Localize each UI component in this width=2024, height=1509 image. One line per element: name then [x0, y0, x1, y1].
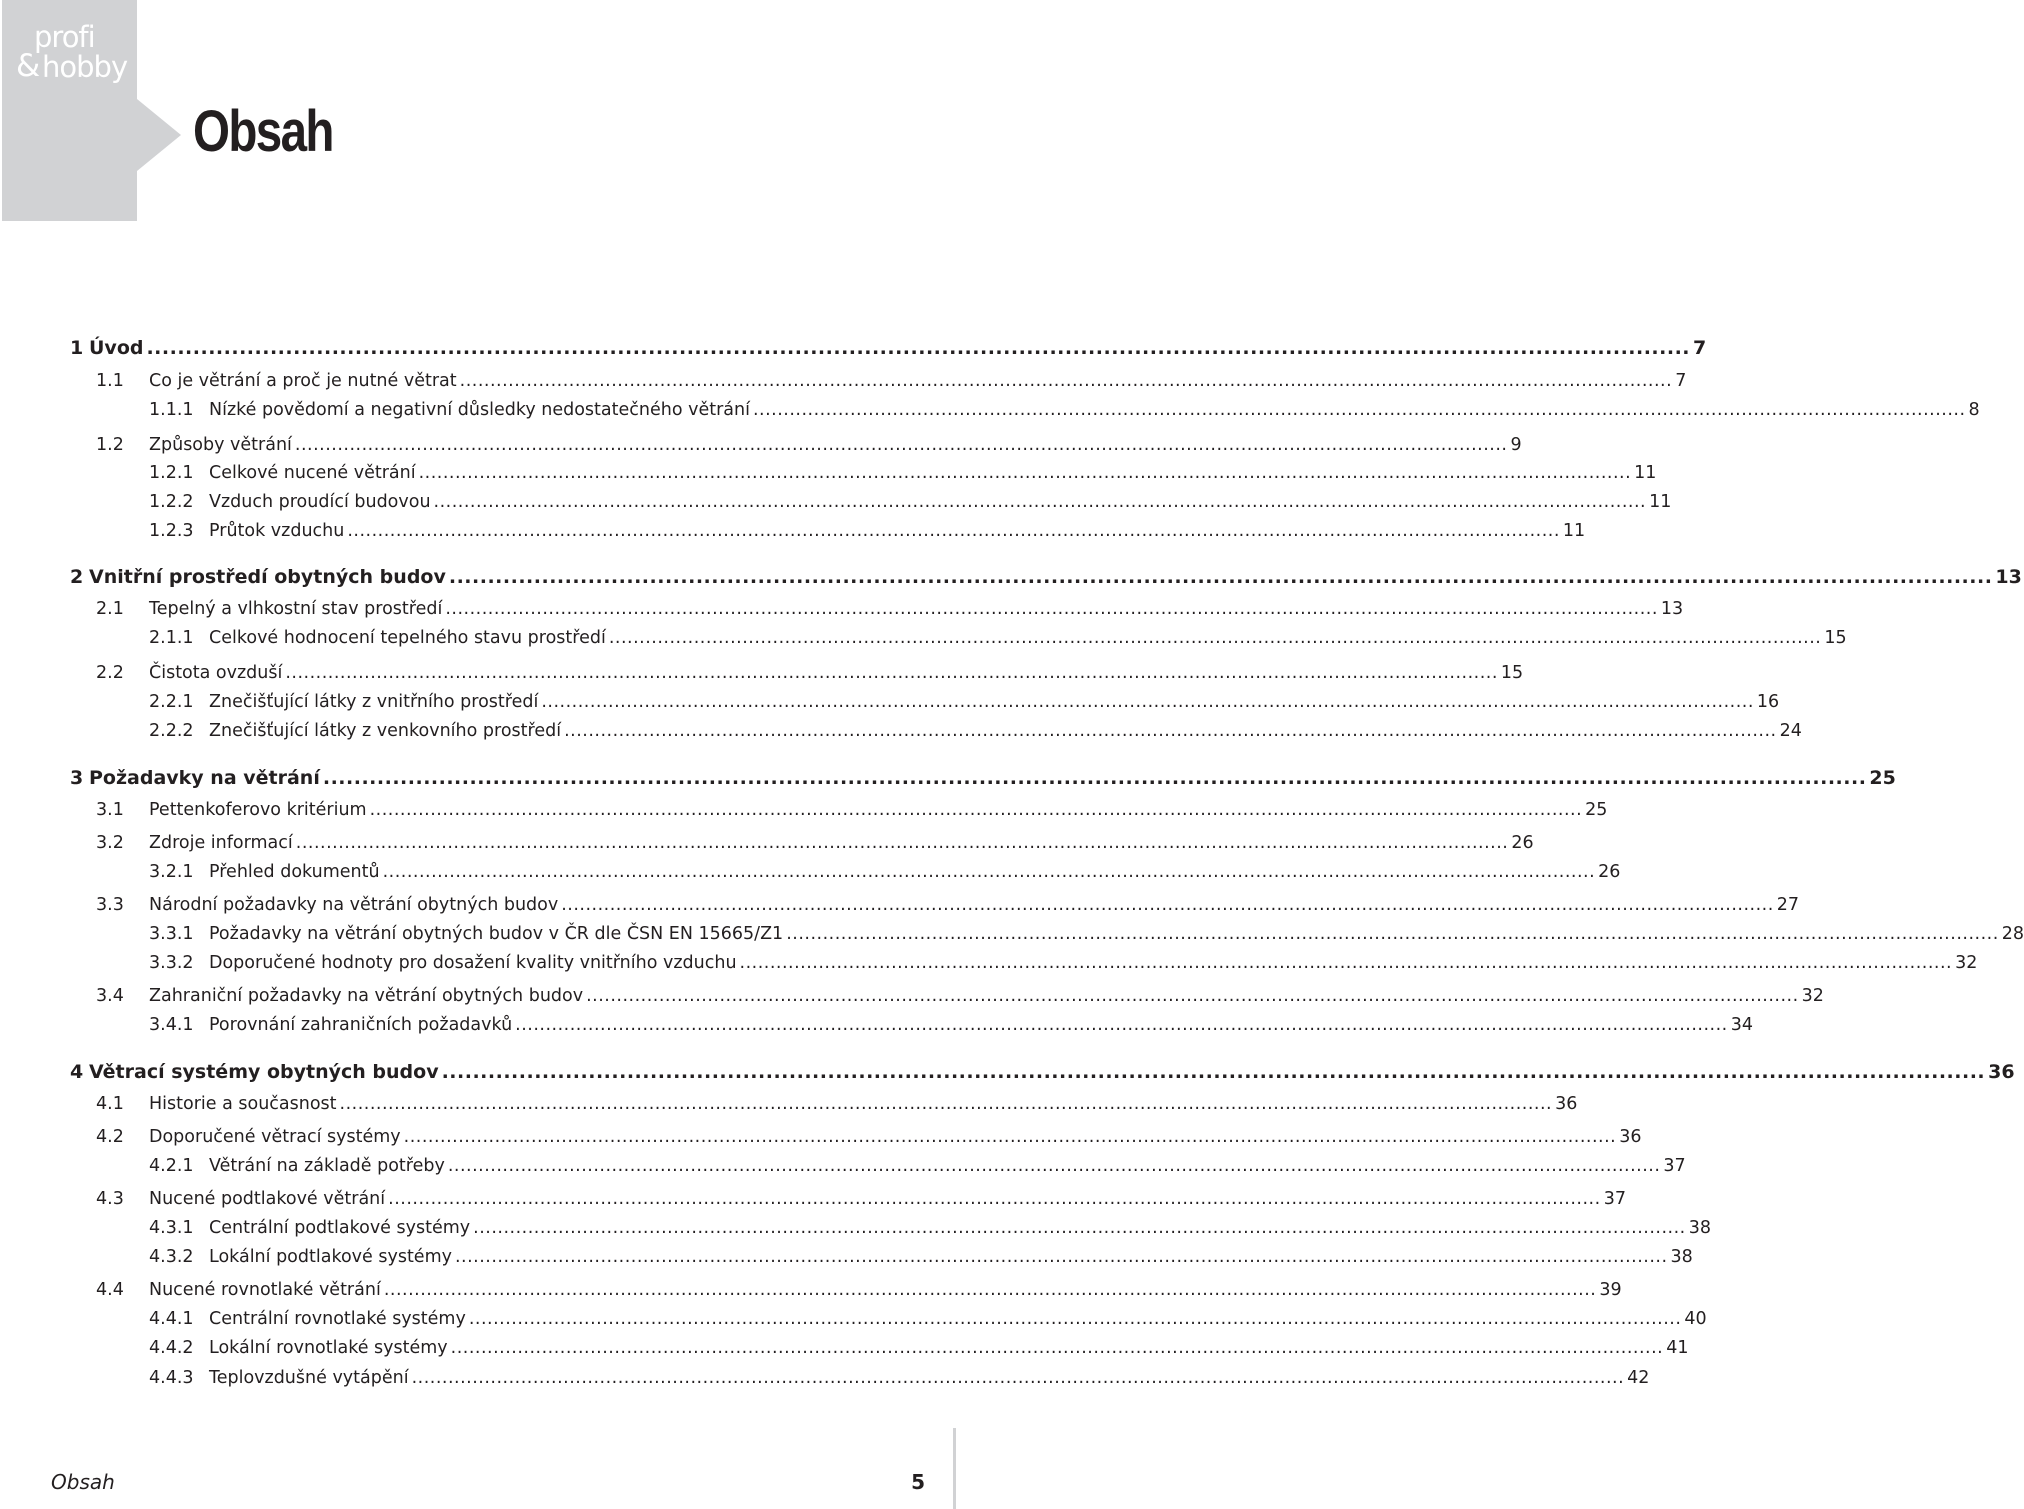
toc-entry-page: 25 — [1585, 800, 1608, 820]
toc-entry[interactable] — [149, 1218, 1711, 1238]
toc-entry-page: 11 — [1562, 521, 1586, 541]
toc-entry-title: Průtok vzduchu — [209, 521, 345, 541]
toc-entry-page: 37 — [1663, 1156, 1686, 1176]
toc-entry-page: 26 — [1598, 862, 1621, 882]
toc-entry-number: 4.3 — [96, 1189, 124, 1209]
toc-entry[interactable] — [149, 1309, 1707, 1329]
toc-entry[interactable] — [149, 1156, 1686, 1176]
toc-entry-page: 40 — [1684, 1309, 1707, 1329]
toc-entry-title: Celkové nucené větrání — [209, 463, 416, 483]
toc-entry-page: 36 — [1988, 1061, 2015, 1083]
toc-entry-number: 4.2 — [96, 1127, 124, 1147]
toc-entry-title: Větrání na základě potřeby — [209, 1156, 445, 1176]
toc-dot-leader — [586, 986, 1799, 1006]
logo-hobby-text: hobby — [42, 50, 128, 84]
toc-dot-leader — [786, 924, 1999, 944]
toc-entry-title: Pettenkoferovo kritérium — [149, 800, 367, 820]
toc-dot-leader — [455, 1247, 1668, 1267]
toc-dot-leader — [448, 1156, 1661, 1176]
toc-entry[interactable] — [96, 1094, 1578, 1114]
toc-entry[interactable] — [70, 566, 2022, 588]
toc-entry[interactable] — [149, 521, 1586, 541]
toc-entry-number: 3.4.1 — [149, 1015, 194, 1035]
toc-entry-page: 7 — [1675, 371, 1687, 391]
toc-dot-leader — [469, 1309, 1682, 1329]
toc-entry[interactable] — [149, 492, 1672, 512]
toc-entry-number: 2.1.1 — [149, 628, 194, 648]
toc-entry[interactable] — [149, 862, 1621, 882]
toc-dot-leader — [383, 862, 1596, 882]
toc-entry-title: Doporučené větrací systémy — [149, 1127, 401, 1147]
toc-entry-title: Teplovzdušné vytápění — [209, 1368, 409, 1388]
toc-entry-page: 9 — [1510, 435, 1522, 455]
toc-entry[interactable] — [149, 721, 1802, 741]
toc-entry[interactable] — [96, 371, 1687, 391]
toc-entry-number: 4.2.1 — [149, 1156, 194, 1176]
toc-entry-title: Požadavky na větrání — [89, 767, 320, 789]
toc-entry[interactable] — [96, 833, 1534, 853]
toc-dot-leader — [740, 953, 1953, 973]
toc-entry-number: 4.1 — [96, 1094, 124, 1114]
toc-entry-number: 1.2.2 — [149, 492, 194, 512]
toc-entry-page: 25 — [1869, 767, 1896, 789]
toc-entry-page: 15 — [1824, 628, 1847, 648]
toc-dot-leader — [323, 767, 1867, 789]
toc-entry-title: Historie a současnost — [149, 1094, 337, 1114]
toc-dot-leader — [442, 1061, 1986, 1083]
toc-entry-title: Způsoby větrání — [149, 435, 292, 455]
toc-dot-leader — [384, 1280, 1597, 1300]
toc-dot-leader — [295, 435, 1508, 455]
toc-entry-number: 2 — [70, 566, 84, 588]
toc-entry-title: Porovnání zahraničních požadavků — [209, 1015, 513, 1035]
toc-entry-page: 11 — [1634, 463, 1657, 483]
toc-entry-title: Čistota ovzduší — [149, 663, 283, 683]
toc-entry-number: 3.2.1 — [149, 862, 194, 882]
toc-entry-number: 3.1 — [96, 800, 124, 820]
toc-entry-title: Doporučené hodnoty pro dosažení kvality vnitřního vzduchu — [209, 953, 737, 973]
toc-dot-leader — [561, 895, 1774, 915]
toc-entry[interactable] — [149, 1338, 1689, 1358]
toc-entry-page: 39 — [1599, 1280, 1622, 1300]
toc-dot-leader — [388, 1189, 1601, 1209]
toc-dot-leader — [460, 371, 1673, 391]
toc-entry[interactable] — [96, 1127, 1642, 1147]
footer-page-number: 5 — [911, 1470, 925, 1494]
toc-dot-leader — [370, 800, 1583, 820]
toc-dot-leader — [541, 692, 1754, 712]
toc-entry[interactable] — [96, 1280, 1622, 1300]
logo-ampersand: & — [16, 48, 41, 84]
toc-entry[interactable] — [96, 663, 1524, 683]
toc-dot-leader — [340, 1094, 1553, 1114]
toc-entry-page: 8 — [1968, 400, 1980, 420]
toc-entry[interactable] — [149, 1015, 1754, 1035]
toc-entry-title: Zdroje informací — [149, 833, 293, 853]
toc-entry-number: 4.3.1 — [149, 1218, 194, 1238]
toc-entry-page: 36 — [1619, 1127, 1642, 1147]
toc-entry-page: 38 — [1670, 1247, 1693, 1267]
toc-dot-leader — [445, 599, 1658, 619]
toc-entry-title: Centrální podtlakové systémy — [209, 1218, 471, 1238]
toc-dot-leader — [419, 463, 1632, 483]
toc-entry[interactable] — [149, 400, 1980, 420]
toc-entry[interactable] — [96, 599, 1684, 619]
toc-entry-page: 38 — [1688, 1218, 1711, 1238]
toc-entry-page: 24 — [1779, 721, 1802, 741]
toc-entry-title: Co je větrání a proč je nutné větrat — [149, 371, 457, 391]
toc-entry[interactable] — [149, 692, 1780, 712]
toc-entry-number: 4.4.3 — [149, 1368, 194, 1388]
toc-entry-title: Požadavky na větrání obytných budov v ČR dle ČSN EN 15665/Z1 — [209, 924, 784, 944]
toc-entry-page: 13 — [1995, 566, 2022, 588]
toc-entry-page: 34 — [1730, 1015, 1754, 1035]
toc-entry-number: 3.3.1 — [149, 924, 194, 944]
toc-dot-leader — [753, 400, 1966, 420]
toc-entry-number: 1 — [70, 337, 84, 359]
toc-entry-number: 4.4.1 — [149, 1309, 194, 1329]
toc-dot-leader — [451, 1338, 1664, 1358]
toc-entry-title: Přehled dokumentů — [209, 862, 380, 882]
page-title: Obsah — [193, 99, 333, 164]
footer-gray-rule — [953, 1428, 956, 1509]
toc-entry-title: Celkové hodnocení tepelného stavu prostředí — [209, 628, 606, 648]
toc-dot-leader — [564, 721, 1777, 741]
toc-entry-page: 27 — [1776, 895, 1800, 915]
toc-entry-number: 3 — [70, 767, 84, 789]
toc-entry-title: Lokální podtlakové systémy — [209, 1247, 452, 1267]
toc-entry-title: Nucené rovnotlaké větrání — [149, 1280, 381, 1300]
toc-entry[interactable] — [149, 924, 2024, 944]
toc-dot-leader — [473, 1218, 1686, 1238]
toc-entry-number: 2.2.1 — [149, 692, 194, 712]
toc-entry[interactable] — [96, 986, 1824, 1006]
toc-entry[interactable] — [96, 1189, 1626, 1209]
toc-entry-number: 1.2.1 — [149, 463, 194, 483]
toc-dot-leader — [434, 492, 1647, 512]
toc-entry-title: Úvod — [89, 337, 144, 359]
toc-entry[interactable] — [70, 1061, 2015, 1083]
toc-entry-title: Nízké povědomí a negativní důsledky nedostatečného větrání — [209, 400, 750, 420]
toc-entry-number: 4.4.2 — [149, 1338, 194, 1358]
toc-entry-number: 3.3.2 — [149, 953, 194, 973]
toc-entry-title: Větrací systémy obytných budov — [89, 1061, 439, 1083]
toc-entry-number: 3.2 — [96, 833, 124, 853]
footer-section-label: Obsah — [51, 1470, 115, 1494]
toc-entry-number: 3.3 — [96, 895, 124, 915]
toc-entry[interactable] — [96, 800, 1608, 820]
toc-entry-page: 32 — [1801, 986, 1824, 1006]
toc-entry-page: 28 — [2001, 924, 2024, 944]
toc-entry-number: 4.3.2 — [149, 1247, 194, 1267]
toc-dot-leader — [609, 628, 1822, 648]
toc-entry-page: 37 — [1603, 1189, 1626, 1209]
toc-dot-leader — [347, 521, 1560, 541]
toc-entry-page: 36 — [1555, 1094, 1578, 1114]
toc-dot-leader — [146, 337, 1690, 359]
toc-entry[interactable] — [149, 628, 1847, 648]
toc-entry-title: Zahraniční požadavky na větrání obytných budov — [149, 986, 584, 1006]
toc-dot-leader — [449, 566, 1993, 588]
toc-entry[interactable] — [149, 463, 1657, 483]
toc-entry-number: 2.1 — [96, 599, 124, 619]
toc-entry-number: 3.4 — [96, 986, 124, 1006]
toc-dot-leader — [296, 833, 1509, 853]
toc-entry-page: 41 — [1666, 1338, 1689, 1358]
toc-entry-title: Tepelný a vlhkostní stav prostředí — [149, 599, 443, 619]
toc-entry[interactable] — [149, 1368, 1650, 1388]
toc-entry[interactable] — [149, 1247, 1693, 1267]
toc-entry-page: 42 — [1627, 1368, 1650, 1388]
toc-dot-leader — [404, 1127, 1617, 1147]
toc-entry[interactable] — [70, 767, 1896, 789]
toc-entry-page: 32 — [1955, 953, 1978, 973]
toc-entry-page: 13 — [1660, 599, 1684, 619]
toc-entry[interactable] — [96, 895, 1800, 915]
toc-entry-page: 11 — [1649, 492, 1672, 512]
toc-entry-title: Nucené podtlakové větrání — [149, 1189, 386, 1209]
toc-entry[interactable] — [96, 435, 1522, 455]
toc-entry[interactable] — [149, 953, 1978, 973]
toc-entry-page: 7 — [1693, 337, 1707, 359]
toc-entry-number: 4 — [70, 1061, 84, 1083]
toc-entry-page: 16 — [1756, 692, 1780, 712]
toc-entry-page: 15 — [1500, 663, 1524, 683]
toc-entry-number: 4.4 — [96, 1280, 124, 1300]
toc-entry-number: 1.1.1 — [149, 400, 194, 420]
toc-entry-number: 2.2.2 — [149, 721, 194, 741]
toc-entry-number: 1.1 — [96, 371, 124, 391]
toc-entry-page: 26 — [1511, 833, 1534, 853]
toc-entry-title: Národní požadavky na větrání obytných budov — [149, 895, 559, 915]
toc-entry-title: Vzduch proudící budovou — [209, 492, 431, 512]
toc-entry-number: 1.2 — [96, 435, 124, 455]
toc-entry-title: Znečišťující látky z vnitřního prostředí — [209, 692, 539, 712]
toc-dot-leader — [412, 1368, 1625, 1388]
toc-entry-number: 2.2 — [96, 663, 124, 683]
toc-entry-title: Centrální rovnotlaké systémy — [209, 1309, 466, 1329]
toc-dot-leader — [285, 663, 1498, 683]
toc-entry[interactable] — [70, 337, 1707, 359]
toc-entry-number: 1.2.3 — [149, 521, 194, 541]
toc-entry-title: Vnitřní prostředí obytných budov — [89, 566, 446, 588]
toc-entry-title: Znečišťující látky z venkovního prostředí — [209, 721, 562, 741]
logo-profi-text: profi — [34, 20, 95, 54]
toc-dot-leader — [515, 1015, 1728, 1035]
toc-entry-title: Lokální rovnotlaké systémy — [209, 1338, 448, 1358]
